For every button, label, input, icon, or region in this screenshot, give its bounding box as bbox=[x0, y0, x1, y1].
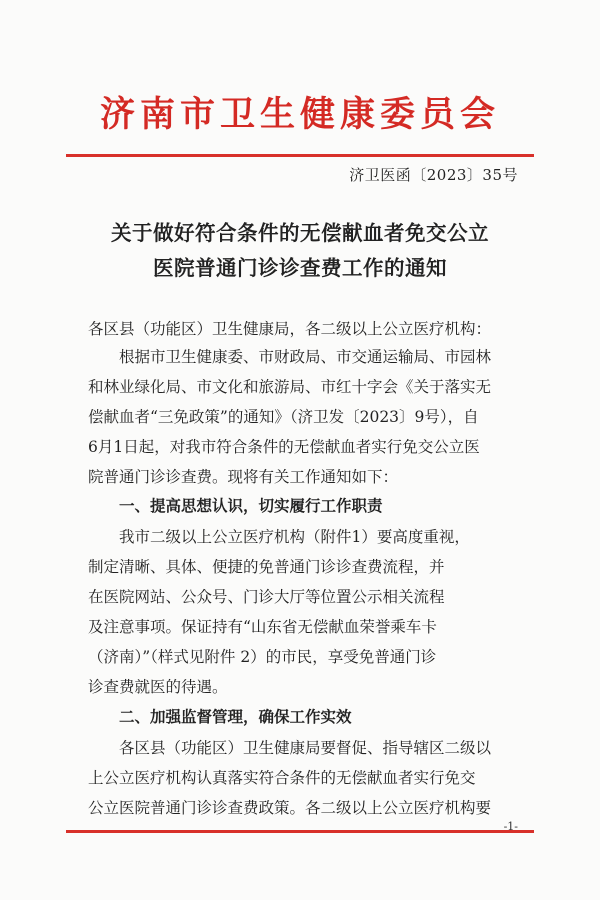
doc-title-line-1: 关于做好符合条件的无偿献血者免交公立 bbox=[111, 221, 489, 245]
paragraph-line: 院普通门诊诊查费。现将有关工作通知如下： bbox=[88, 468, 399, 486]
red-separator-top bbox=[66, 154, 534, 157]
red-separator-bottom bbox=[66, 830, 534, 833]
section-heading-2: 二、加强监督管理，确保工作实效 bbox=[119, 708, 352, 726]
paragraph-line: 公立医院普通门诊诊查费政策。各二级以上公立医疗机构要 bbox=[88, 799, 492, 817]
section-heading-1: 一、提高思想认识，切实履行工作职责 bbox=[119, 497, 383, 515]
paragraph-line: 根据市卫生健康委、市财政局、市交通运输局、市园林 bbox=[119, 348, 492, 366]
paragraph-line: 诊查费就医的待遇。 bbox=[88, 678, 228, 696]
salutation: 各区县（功能区）卫生健康局，各二级以上公立医疗机构： bbox=[88, 320, 492, 338]
doc-title-line-2: 医院普通门诊诊查费工作的通知 bbox=[153, 256, 447, 280]
paragraph-line: 和林业绿化局、市文化和旅游局、市红十字会《关于落实无 bbox=[88, 378, 492, 396]
paragraph-line: 偿献血者“三免政策”的通知》（济卫发〔2023〕9号），自 bbox=[88, 408, 479, 426]
paragraph-line: 各区县（功能区）卫生健康局要督促、指导辖区二级以 bbox=[119, 739, 492, 757]
paragraph-line: 上公立医疗机构认真落实符合条件的无偿献血者实行免交 bbox=[88, 769, 476, 787]
paragraph-line: 制定清晰、具体、便捷的免普通门诊诊查费流程，并 bbox=[88, 558, 445, 576]
paragraph-line: 6月1日起，对我市符合条件的无偿献血者实行免交公立医 bbox=[88, 438, 480, 456]
doc-number: 济卫医函〔2023〕35号 bbox=[349, 166, 518, 184]
page-number: -1- bbox=[503, 820, 518, 833]
org-header: 济南市卫生健康委员会 bbox=[99, 94, 500, 135]
paragraph-line: 我市二级以上公立医疗机构（附件1）要高度重视， bbox=[119, 528, 470, 546]
paragraph-line: 在医院网站、公众号、门诊大厅等位置公示相关流程 bbox=[88, 588, 445, 606]
paragraph-line: （济南）”（样式见附件 2）的市民，享受免普通门诊 bbox=[88, 648, 437, 666]
paragraph-line: 及注意事项。保证持有“山东省无偿献血荣誉乘车卡 bbox=[88, 618, 437, 636]
